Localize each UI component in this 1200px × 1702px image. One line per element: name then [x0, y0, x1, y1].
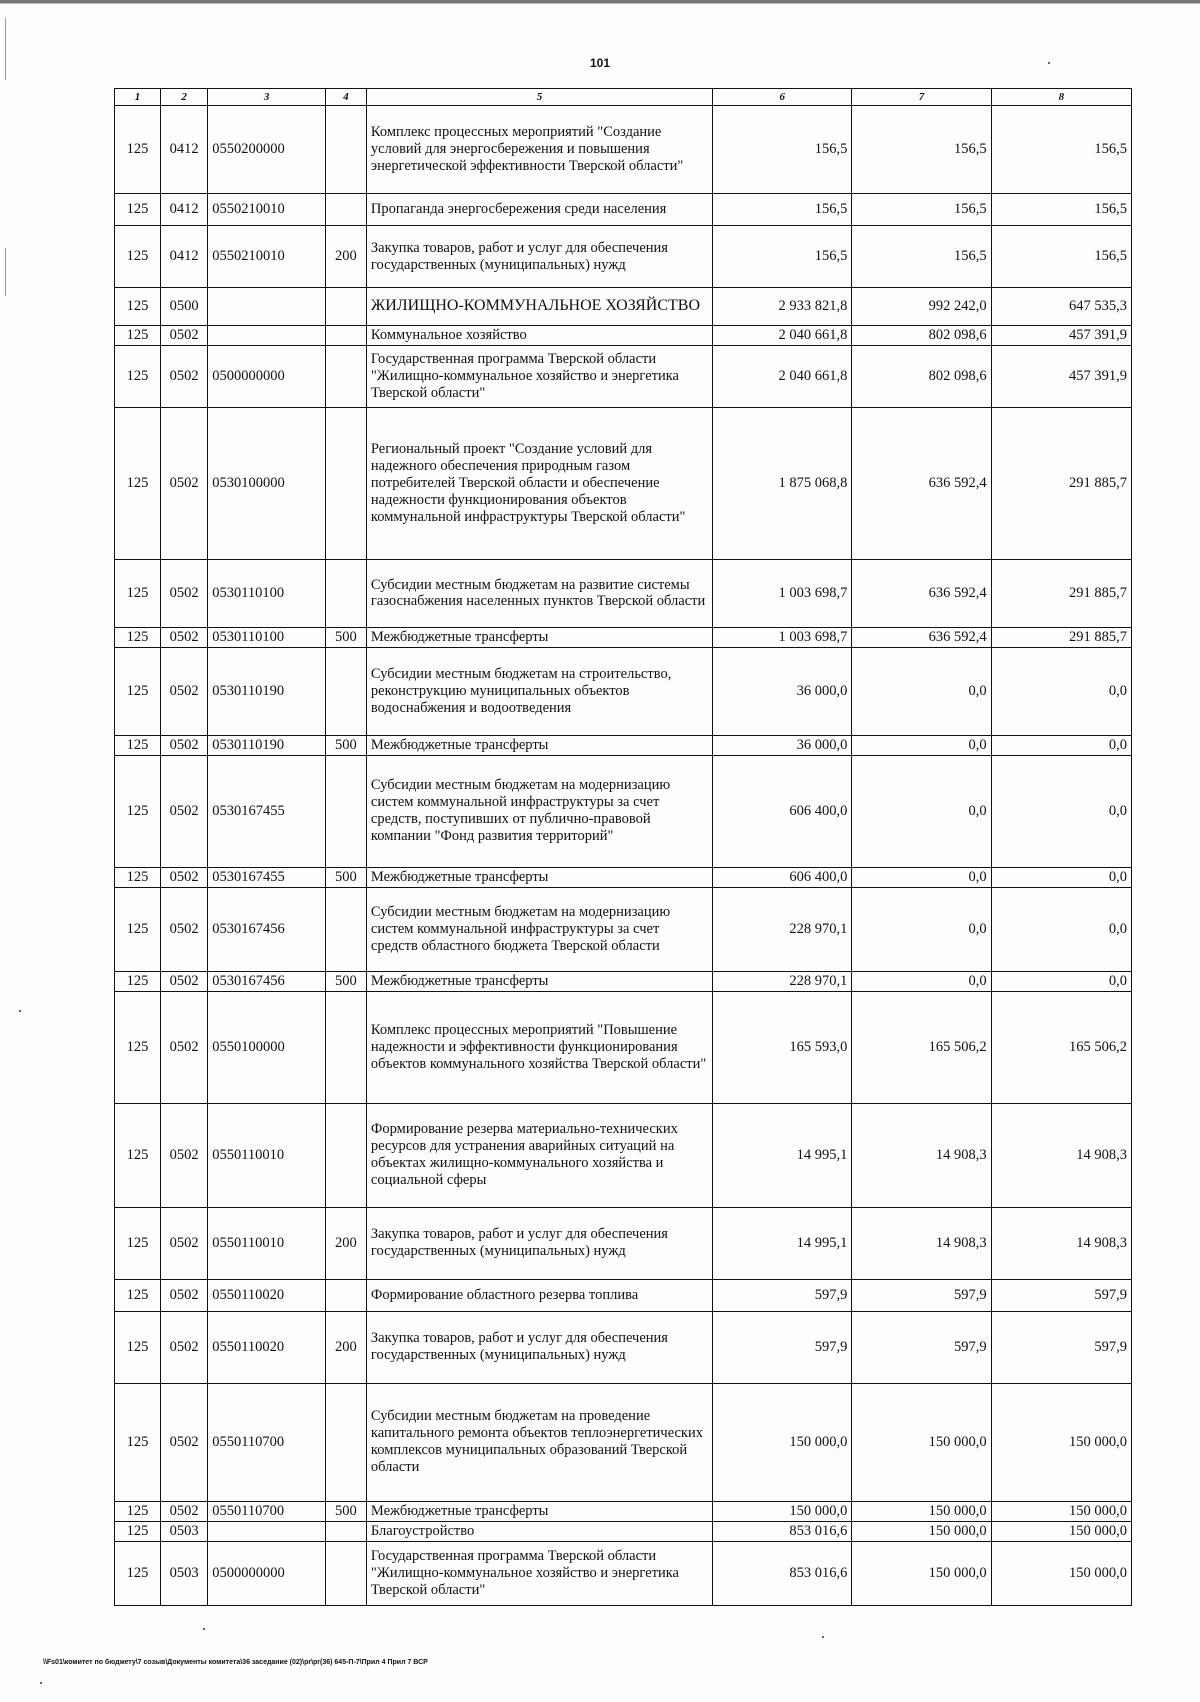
item-name-cell: Межбюджетные трансферты: [366, 627, 712, 647]
code-2-cell: 0502: [161, 647, 208, 735]
scan-speck: [19, 1010, 21, 1012]
amount-col6-cell: 228 970,1: [713, 971, 852, 991]
code-4-cell: 500: [325, 1501, 366, 1521]
code-3-cell: 0550110700: [208, 1501, 326, 1521]
amount-col7-cell: 636 592,4: [852, 627, 991, 647]
code-2-cell: 0502: [161, 971, 208, 991]
amount-col8-cell: 156,5: [991, 194, 1131, 226]
code-4-cell: [325, 326, 366, 346]
code-2-cell: 0502: [161, 407, 208, 559]
column-number: 4: [325, 89, 366, 106]
code-3-cell: 0550210010: [208, 194, 326, 226]
table-row: [115, 1103, 1132, 1207]
budget-table: [114, 88, 1132, 1606]
code-2-cell: 0502: [161, 559, 208, 627]
code-1-cell: 125: [115, 288, 161, 326]
item-name-cell: Формирование областного резерва топлива: [366, 1279, 712, 1311]
code-4-cell: [325, 1103, 366, 1207]
code-3-cell: 0550110010: [208, 1207, 326, 1279]
amount-col7-cell: 802 098,6: [852, 345, 991, 407]
amount-col6-cell: 165 593,0: [713, 991, 852, 1103]
amount-col8-cell: 0,0: [991, 887, 1131, 971]
amount-col6-cell: 228 970,1: [713, 887, 852, 971]
amount-col6-cell: 853 016,6: [713, 1521, 852, 1541]
code-3-cell: 0500000000: [208, 1541, 326, 1605]
amount-col7-cell: 14 908,3: [852, 1207, 991, 1279]
code-3-cell: [208, 326, 326, 346]
scan-speck: [822, 1636, 824, 1638]
amount-col8-cell: 647 535,3: [991, 288, 1131, 326]
amount-col7-cell: 597,9: [852, 1311, 991, 1383]
amount-col7-cell: 165 506,2: [852, 991, 991, 1103]
amount-col7-cell: 150 000,0: [852, 1383, 991, 1501]
code-4-cell: 500: [325, 971, 366, 991]
code-1-cell: 125: [115, 1521, 161, 1541]
code-4-cell: [325, 647, 366, 735]
amount-col7-cell: 0,0: [852, 735, 991, 755]
code-1-cell: 125: [115, 226, 161, 288]
code-1-cell: 125: [115, 647, 161, 735]
code-2-cell: 0502: [161, 345, 208, 407]
column-number-row: [115, 89, 1132, 106]
code-1-cell: 125: [115, 1279, 161, 1311]
amount-col8-cell: 165 506,2: [991, 991, 1131, 1103]
item-name-cell: Субсидии местным бюджетам на модернизацию систем коммунальной инфраструктуры за счет средств областного бюджета Тверской области: [366, 887, 712, 971]
code-2-cell: 0502: [161, 867, 208, 887]
code-3-cell: 0550110020: [208, 1279, 326, 1311]
amount-col8-cell: 14 908,3: [991, 1103, 1131, 1207]
code-4-cell: [325, 345, 366, 407]
amount-col6-cell: 14 995,1: [713, 1207, 852, 1279]
column-number: 5: [366, 89, 712, 106]
amount-col8-cell: 457 391,9: [991, 345, 1131, 407]
amount-col8-cell: 597,9: [991, 1279, 1131, 1311]
scan-speck: [203, 1628, 205, 1630]
code-2-cell: 0502: [161, 991, 208, 1103]
code-3-cell: 0530167455: [208, 755, 326, 867]
item-name-cell: Закупка товаров, работ и услуг для обеспечения государственных (муниципальных) нужд: [366, 226, 712, 288]
code-4-cell: 200: [325, 226, 366, 288]
code-2-cell: 0502: [161, 755, 208, 867]
code-2-cell: 0502: [161, 887, 208, 971]
amount-col6-cell: 156,5: [713, 106, 852, 194]
amount-col7-cell: 150 000,0: [852, 1541, 991, 1605]
code-2-cell: 0502: [161, 627, 208, 647]
table-row: [115, 288, 1132, 326]
amount-col6-cell: 597,9: [713, 1279, 852, 1311]
item-name-cell: Региональный проект "Создание условий для надежного обеспечения природным газом потребителей Тверской области и обеспечение надежности функционирования объектов коммунальной инфраструктуры Тверской области": [366, 407, 712, 559]
code-2-cell: 0502: [161, 326, 208, 346]
code-3-cell: 0500000000: [208, 345, 326, 407]
item-name-cell: Закупка товаров, работ и услуг для обеспечения государственных (муниципальных) нужд: [366, 1311, 712, 1383]
amount-col6-cell: 1 003 698,7: [713, 627, 852, 647]
amount-col6-cell: 150 000,0: [713, 1383, 852, 1501]
amount-col7-cell: 0,0: [852, 971, 991, 991]
item-name-cell: Межбюджетные трансферты: [366, 971, 712, 991]
amount-col8-cell: 0,0: [991, 755, 1131, 867]
code-1-cell: 125: [115, 1103, 161, 1207]
amount-col7-cell: 636 592,4: [852, 407, 991, 559]
code-3-cell: 0530167456: [208, 971, 326, 991]
table-row: [115, 867, 1132, 887]
code-3-cell: 0530100000: [208, 407, 326, 559]
code-1-cell: 125: [115, 326, 161, 346]
amount-col7-cell: 0,0: [852, 755, 991, 867]
amount-col8-cell: 156,5: [991, 106, 1131, 194]
code-3-cell: 0530110100: [208, 559, 326, 627]
amount-col7-cell: 150 000,0: [852, 1501, 991, 1521]
table-row: [115, 647, 1132, 735]
code-4-cell: [325, 1383, 366, 1501]
amount-col7-cell: 156,5: [852, 226, 991, 288]
item-name-cell: Благоустройство: [366, 1521, 712, 1541]
amount-col7-cell: 156,5: [852, 106, 991, 194]
item-name-cell: Коммунальное хозяйство: [366, 326, 712, 346]
code-2-cell: 0503: [161, 1521, 208, 1541]
amount-col7-cell: 597,9: [852, 1279, 991, 1311]
code-2-cell: 0412: [161, 226, 208, 288]
table-body: [115, 89, 1132, 1606]
item-name-cell: Комплекс процессных мероприятий "Повышение надежности и эффективности функционирования объектов коммунального хозяйства Тверской области": [366, 991, 712, 1103]
table-row: [115, 755, 1132, 867]
page-number: 101: [589, 56, 611, 70]
amount-col8-cell: 457 391,9: [991, 326, 1131, 346]
code-1-cell: 125: [115, 1383, 161, 1501]
table-row: [115, 1383, 1132, 1501]
item-name-cell: Формирование резерва материально-технических ресурсов для устранения аварийных ситуаций на объектах жилищно-коммунального хозяйства и социальной сферы: [366, 1103, 712, 1207]
amount-col6-cell: 853 016,6: [713, 1541, 852, 1605]
amount-col7-cell: 992 242,0: [852, 288, 991, 326]
column-number: 1: [115, 89, 161, 106]
table-row: [115, 1279, 1132, 1311]
scan-left-mark: [5, 18, 6, 80]
amount-col8-cell: 150 000,0: [991, 1383, 1131, 1501]
amount-col8-cell: 291 885,7: [991, 627, 1131, 647]
table-row: [115, 735, 1132, 755]
code-4-cell: 500: [325, 867, 366, 887]
amount-col8-cell: 0,0: [991, 867, 1131, 887]
amount-col6-cell: 156,5: [713, 194, 852, 226]
code-4-cell: 200: [325, 1207, 366, 1279]
table-row: [115, 1207, 1132, 1279]
item-name-cell: Субсидии местным бюджетам на модернизацию систем коммунальной инфраструктуры за счет средств, поступивших от публично-правовой компании "Фонд развития территорий": [366, 755, 712, 867]
code-4-cell: [325, 991, 366, 1103]
table-row: [115, 1541, 1132, 1605]
table-row: [115, 887, 1132, 971]
code-3-cell: 0550210010: [208, 226, 326, 288]
code-1-cell: 125: [115, 887, 161, 971]
item-name-cell: Субсидии местным бюджетам на проведение капитального ремонта объектов теплоэнергетических комплексов муниципальных образований Тверской области: [366, 1383, 712, 1501]
amount-col8-cell: 150 000,0: [991, 1501, 1131, 1521]
amount-col6-cell: 606 400,0: [713, 755, 852, 867]
code-1-cell: 125: [115, 971, 161, 991]
table-row: [115, 226, 1132, 288]
code-1-cell: 125: [115, 867, 161, 887]
code-4-cell: [325, 559, 366, 627]
table-row: [115, 559, 1132, 627]
amount-col8-cell: 291 885,7: [991, 407, 1131, 559]
amount-col8-cell: 156,5: [991, 226, 1131, 288]
code-4-cell: [325, 755, 366, 867]
amount-col6-cell: 1 875 068,8: [713, 407, 852, 559]
code-4-cell: [325, 288, 366, 326]
file-path-footer: \\Fs01\комитет по бюджету\7 созыв\Документы комитета\36 заседание (02)\pr\pr(36) 645-П-7\Прил 4 Прил 7 ВСР: [43, 1659, 428, 1666]
code-1-cell: 125: [115, 106, 161, 194]
amount-col6-cell: 2 040 661,8: [713, 345, 852, 407]
item-name-cell: Государственная программа Тверской области "Жилищно-коммунальное хозяйство и энергетика Тверской области": [366, 345, 712, 407]
item-name-cell: Закупка товаров, работ и услуг для обеспечения государственных (муниципальных) нужд: [366, 1207, 712, 1279]
code-1-cell: 125: [115, 407, 161, 559]
code-3-cell: [208, 288, 326, 326]
item-name-cell: Межбюджетные трансферты: [366, 867, 712, 887]
code-3-cell: 0550110010: [208, 1103, 326, 1207]
code-1-cell: 125: [115, 1541, 161, 1605]
code-4-cell: 200: [325, 1311, 366, 1383]
amount-col8-cell: 0,0: [991, 735, 1131, 755]
item-name-cell: Субсидии местным бюджетам на строительство, реконструкцию муниципальных объектов водоснабжения и водоотведения: [366, 647, 712, 735]
table-row: [115, 345, 1132, 407]
amount-col7-cell: 636 592,4: [852, 559, 991, 627]
table-row: [115, 627, 1132, 647]
item-name-cell: ЖИЛИЩНО-КОММУНАЛЬНОЕ ХОЗЯЙСТВО: [366, 288, 712, 326]
amount-col8-cell: 597,9: [991, 1311, 1131, 1383]
code-4-cell: [325, 407, 366, 559]
item-name-cell: Межбюджетные трансферты: [366, 1501, 712, 1521]
code-4-cell: 500: [325, 627, 366, 647]
scan-top-shadow: [0, 3, 1200, 4]
column-number: 3: [208, 89, 326, 106]
amount-col7-cell: 802 098,6: [852, 326, 991, 346]
code-2-cell: 0503: [161, 1541, 208, 1605]
item-name-cell: Межбюджетные трансферты: [366, 735, 712, 755]
amount-col6-cell: 156,5: [713, 226, 852, 288]
code-1-cell: 125: [115, 194, 161, 226]
amount-col6-cell: 2 040 661,8: [713, 326, 852, 346]
code-3-cell: 0530167456: [208, 887, 326, 971]
code-1-cell: 125: [115, 735, 161, 755]
table-row: [115, 1501, 1132, 1521]
amount-col7-cell: 0,0: [852, 887, 991, 971]
code-1-cell: 125: [115, 559, 161, 627]
table-row: [115, 407, 1132, 559]
code-4-cell: [325, 194, 366, 226]
item-name-cell: Субсидии местным бюджетам на развитие системы газоснабжения населенных пунктов Тверской области: [366, 559, 712, 627]
amount-col7-cell: 14 908,3: [852, 1103, 991, 1207]
code-3-cell: 0550100000: [208, 991, 326, 1103]
amount-col8-cell: 0,0: [991, 971, 1131, 991]
scan-speck: [1048, 62, 1050, 64]
table-row: [115, 1521, 1132, 1541]
code-2-cell: 0412: [161, 194, 208, 226]
code-2-cell: 0502: [161, 1383, 208, 1501]
amount-col8-cell: 14 908,3: [991, 1207, 1131, 1279]
amount-col7-cell: 0,0: [852, 647, 991, 735]
amount-col8-cell: 150 000,0: [991, 1521, 1131, 1541]
amount-col6-cell: 14 995,1: [713, 1103, 852, 1207]
code-2-cell: 0502: [161, 1501, 208, 1521]
code-4-cell: 500: [325, 735, 366, 755]
code-3-cell: 0530110100: [208, 627, 326, 647]
code-2-cell: 0502: [161, 735, 208, 755]
code-3-cell: 0550110020: [208, 1311, 326, 1383]
code-2-cell: 0502: [161, 1279, 208, 1311]
code-4-cell: [325, 1541, 366, 1605]
column-number: 6: [713, 89, 852, 106]
table-row: [115, 991, 1132, 1103]
table-row: [115, 106, 1132, 194]
code-1-cell: 125: [115, 1207, 161, 1279]
item-name-cell: Комплекс процессных мероприятий "Создание условий для энергосбережения и повышения энергетической эффективности Тверской области": [366, 106, 712, 194]
code-4-cell: [325, 106, 366, 194]
code-3-cell: 0530167455: [208, 867, 326, 887]
code-3-cell: 0550110700: [208, 1383, 326, 1501]
amount-col6-cell: 2 933 821,8: [713, 288, 852, 326]
column-number: 8: [991, 89, 1131, 106]
code-2-cell: 0502: [161, 1311, 208, 1383]
amount-col6-cell: 36 000,0: [713, 735, 852, 755]
amount-col8-cell: 150 000,0: [991, 1541, 1131, 1605]
amount-col6-cell: 597,9: [713, 1311, 852, 1383]
column-number: 2: [161, 89, 208, 106]
code-4-cell: [325, 1279, 366, 1311]
code-4-cell: [325, 1521, 366, 1541]
code-3-cell: 0550200000: [208, 106, 326, 194]
amount-col7-cell: 150 000,0: [852, 1521, 991, 1541]
code-3-cell: 0530110190: [208, 735, 326, 755]
code-3-cell: 0530110190: [208, 647, 326, 735]
column-number: 7: [852, 89, 991, 106]
code-1-cell: 125: [115, 1311, 161, 1383]
code-2-cell: 0412: [161, 106, 208, 194]
scan-speck: [40, 1682, 42, 1684]
table-row: [115, 1311, 1132, 1383]
amount-col6-cell: 150 000,0: [713, 1501, 852, 1521]
item-name-cell: Пропаганда энергосбережения среди населения: [366, 194, 712, 226]
scan-left-mark: [5, 248, 6, 296]
table-row: [115, 194, 1132, 226]
code-3-cell: [208, 1521, 326, 1541]
amount-col6-cell: 36 000,0: [713, 647, 852, 735]
amount-col7-cell: 156,5: [852, 194, 991, 226]
code-2-cell: 0500: [161, 288, 208, 326]
code-1-cell: 125: [115, 1501, 161, 1521]
code-4-cell: [325, 887, 366, 971]
amount-col6-cell: 606 400,0: [713, 867, 852, 887]
code-1-cell: 125: [115, 345, 161, 407]
amount-col8-cell: 0,0: [991, 647, 1131, 735]
table-row: [115, 971, 1132, 991]
code-1-cell: 125: [115, 991, 161, 1103]
table-row: [115, 326, 1132, 346]
code-2-cell: 0502: [161, 1207, 208, 1279]
code-2-cell: 0502: [161, 1103, 208, 1207]
item-name-cell: Государственная программа Тверской области "Жилищно-коммунальное хозяйство и энергетика Тверской области": [366, 1541, 712, 1605]
amount-col7-cell: 0,0: [852, 867, 991, 887]
amount-col8-cell: 291 885,7: [991, 559, 1131, 627]
code-1-cell: 125: [115, 627, 161, 647]
amount-col6-cell: 1 003 698,7: [713, 559, 852, 627]
code-1-cell: 125: [115, 755, 161, 867]
